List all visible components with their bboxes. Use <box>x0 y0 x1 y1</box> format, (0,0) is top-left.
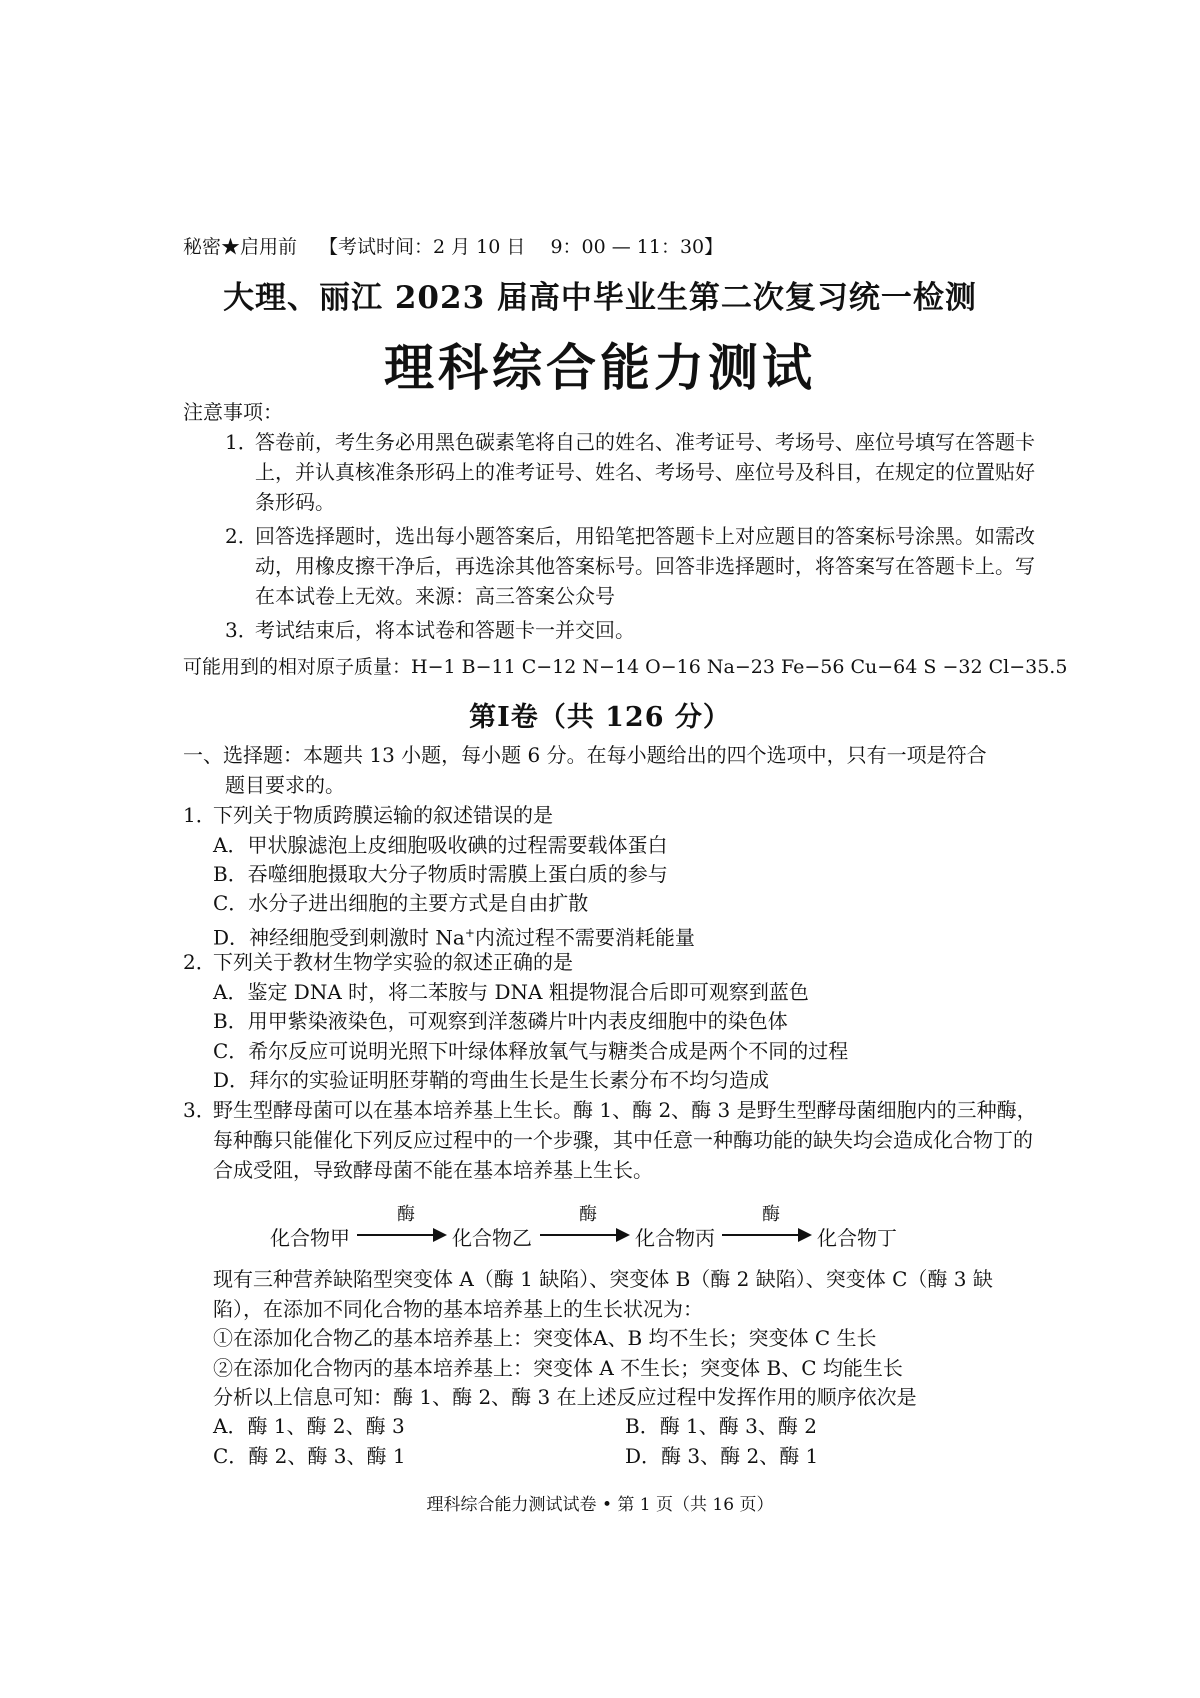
compound-ding: 化合物丁 <box>817 1226 897 1250</box>
volume-title: 第Ⅰ卷（共 126 分） <box>469 702 731 733</box>
atomic-masses: 可能用到的相对原子质量：H−1 B−11 C−12 N−14 O−16 Na−23 Fe−56 Cu−64 S −32 Cl−35.5 <box>183 656 1068 678</box>
option-d-text-end: 内流过程不需要消耗能量 <box>474 925 695 950</box>
compound-bing: 化合物丙 <box>635 1226 715 1250</box>
question-2-option-c: C．希尔反应可说明光照下叶绿体释放氧气与糖类合成是两个不同的过程 <box>213 1039 849 1063</box>
confidential-header <box>183 232 723 259</box>
page-footer: 理科综合能力测试试卷 • 第 1 页（共 16 页） <box>426 1495 774 1515</box>
compound-jia: 化合物甲 <box>270 1226 350 1250</box>
question-1-option-a: A．甲状腺滤泡上皮细胞吸收碘的过程需要载体蛋白 <box>213 833 668 857</box>
enzyme-label: 酶 <box>397 1204 415 1225</box>
question-number: 1． <box>183 803 216 827</box>
notice-item-text: 答卷前，考生务必用黑色碳素笔将自己的姓名、准考证号、考场号、座位号填写在答题卡上，并认真核准条形码上的准考证号、姓名、考场号、座位号及科目，在规定的位置贴好条形码。 <box>255 430 1035 514</box>
question-3-stem <box>183 1095 1038 1185</box>
question-1-option-c: C．水分子进出细胞的主要方式是自由扩散 <box>213 891 589 915</box>
question-1-option-b: B．吞噬细胞摄取大分子物质时需膜上蛋白质的参与 <box>213 862 668 886</box>
notice-item-number: 2． <box>225 524 258 548</box>
notice-item-number: 3． <box>225 618 258 642</box>
superscript-charge: + <box>464 926 475 940</box>
enzyme-label: 酶 <box>579 1204 597 1225</box>
section-heading-line2: 题目要求的。 <box>225 773 345 797</box>
question-text: 下列关于教材生物学实验的叙述正确的是 <box>213 950 573 974</box>
exam-name: 大理、丽江 2023 届高中毕业生第二次复习统一检测 <box>223 280 977 316</box>
question-number: 2． <box>183 950 216 974</box>
notice-heading: 注意事项： <box>183 400 283 424</box>
enzyme-pathway-diagram <box>270 1200 970 1260</box>
secret-mark: 秘密★启用前 <box>183 236 298 258</box>
question-3-question: 分析以上信息可知：酶 1、酶 2、酶 3 在上述反应过程中发挥作用的顺序依次是 <box>213 1385 917 1409</box>
question-1-stem <box>183 800 1038 830</box>
exam-title: 理科综合能力测试 <box>384 338 816 397</box>
question-2-option-b: B．用甲紫染液染色，可观察到洋葱磷片叶内表皮细胞中的染色体 <box>213 1009 788 1033</box>
notice-item-text: 考试结束后，将本试卷和答题卡一并交回。 <box>255 618 635 642</box>
enzyme-label: 酶 <box>762 1204 780 1225</box>
question-2-option-a: A．鉴定 DNA 时，将二苯胺与 DNA 粗提物混合后即可观察到蓝色 <box>213 980 809 1004</box>
question-text: 下列关于物质跨膜运输的叙述错误的是 <box>213 803 553 827</box>
question-3-option-a: A．酶 1、酶 2、酶 3 <box>213 1414 405 1438</box>
notice-item-text: 回答选择题时，选出每小题答案后，用铅笔把答题卡上对应题目的答案标号涂黑。如需改动，用橡皮擦干净后，再选涂其他答案标号。回答非选择题时，将答案写在答题卡上。写在本试卷上无效。来源：高三答案公众号 <box>255 524 1035 608</box>
notice-item <box>225 615 1035 645</box>
notice-item <box>225 427 1035 517</box>
question-3-option-d: D．酶 3、酶 2、酶 1 <box>625 1444 819 1468</box>
question-3-paragraph: 现有三种营养缺陷型突变体 A（酶 1 缺陷）、突变体 B（酶 2 缺陷）、突变体 C（酶 3 缺陷），在添加不同化合物的基本培养基上的生长状况为： <box>213 1267 993 1321</box>
compound-yi: 化合物乙 <box>452 1226 532 1250</box>
exam-time: 【考试时间：2 月 10 日 9：00 — 11：30】 <box>319 236 724 258</box>
question-2-stem <box>183 947 1038 977</box>
section-heading-line1: 一、选择题：本题共 13 小题，每小题 6 分。在每小题给出的四个选项中，只有一项是符合 <box>183 743 987 767</box>
question-2-option-d: D．拜尔的实验证明胚芽鞘的弯曲生长是生长素分布不均匀造成 <box>213 1068 770 1092</box>
arrow-icon <box>540 1234 628 1236</box>
question-3-condition-1: ①在添加化合物乙的基本培养基上：突变体A、B 均不生长；突变体 C 生长 <box>213 1326 877 1350</box>
question-number: 3． <box>183 1098 216 1122</box>
question-3-condition-2: ②在添加化合物丙的基本培养基上：突变体 A 不生长；突变体 B、C 均能生长 <box>213 1356 903 1380</box>
question-text: 野生型酵母菌可以在基本培养基上生长。酶 1、酶 2、酶 3 是野生型酵母菌细胞内的三种酶，每种酶只能催化下列反应过程中的一个步骤，其中任意一种酶功能的缺失均会造成化合物丁的合成受阻，导致酵母菌不能在基本培养基上生长。 <box>213 1098 1037 1182</box>
question-3-option-c: C．酶 2、酶 3、酶 1 <box>213 1444 406 1468</box>
notice-item-number: 1． <box>225 430 258 454</box>
option-d-text: D．神经细胞受到刺激时 Na <box>213 925 465 950</box>
section-heading <box>183 740 1038 800</box>
arrow-icon <box>722 1234 810 1236</box>
arrow-icon <box>357 1234 445 1236</box>
question-3-option-b: B．酶 1、酶 3、酶 2 <box>625 1414 817 1438</box>
notice-item <box>225 521 1035 611</box>
